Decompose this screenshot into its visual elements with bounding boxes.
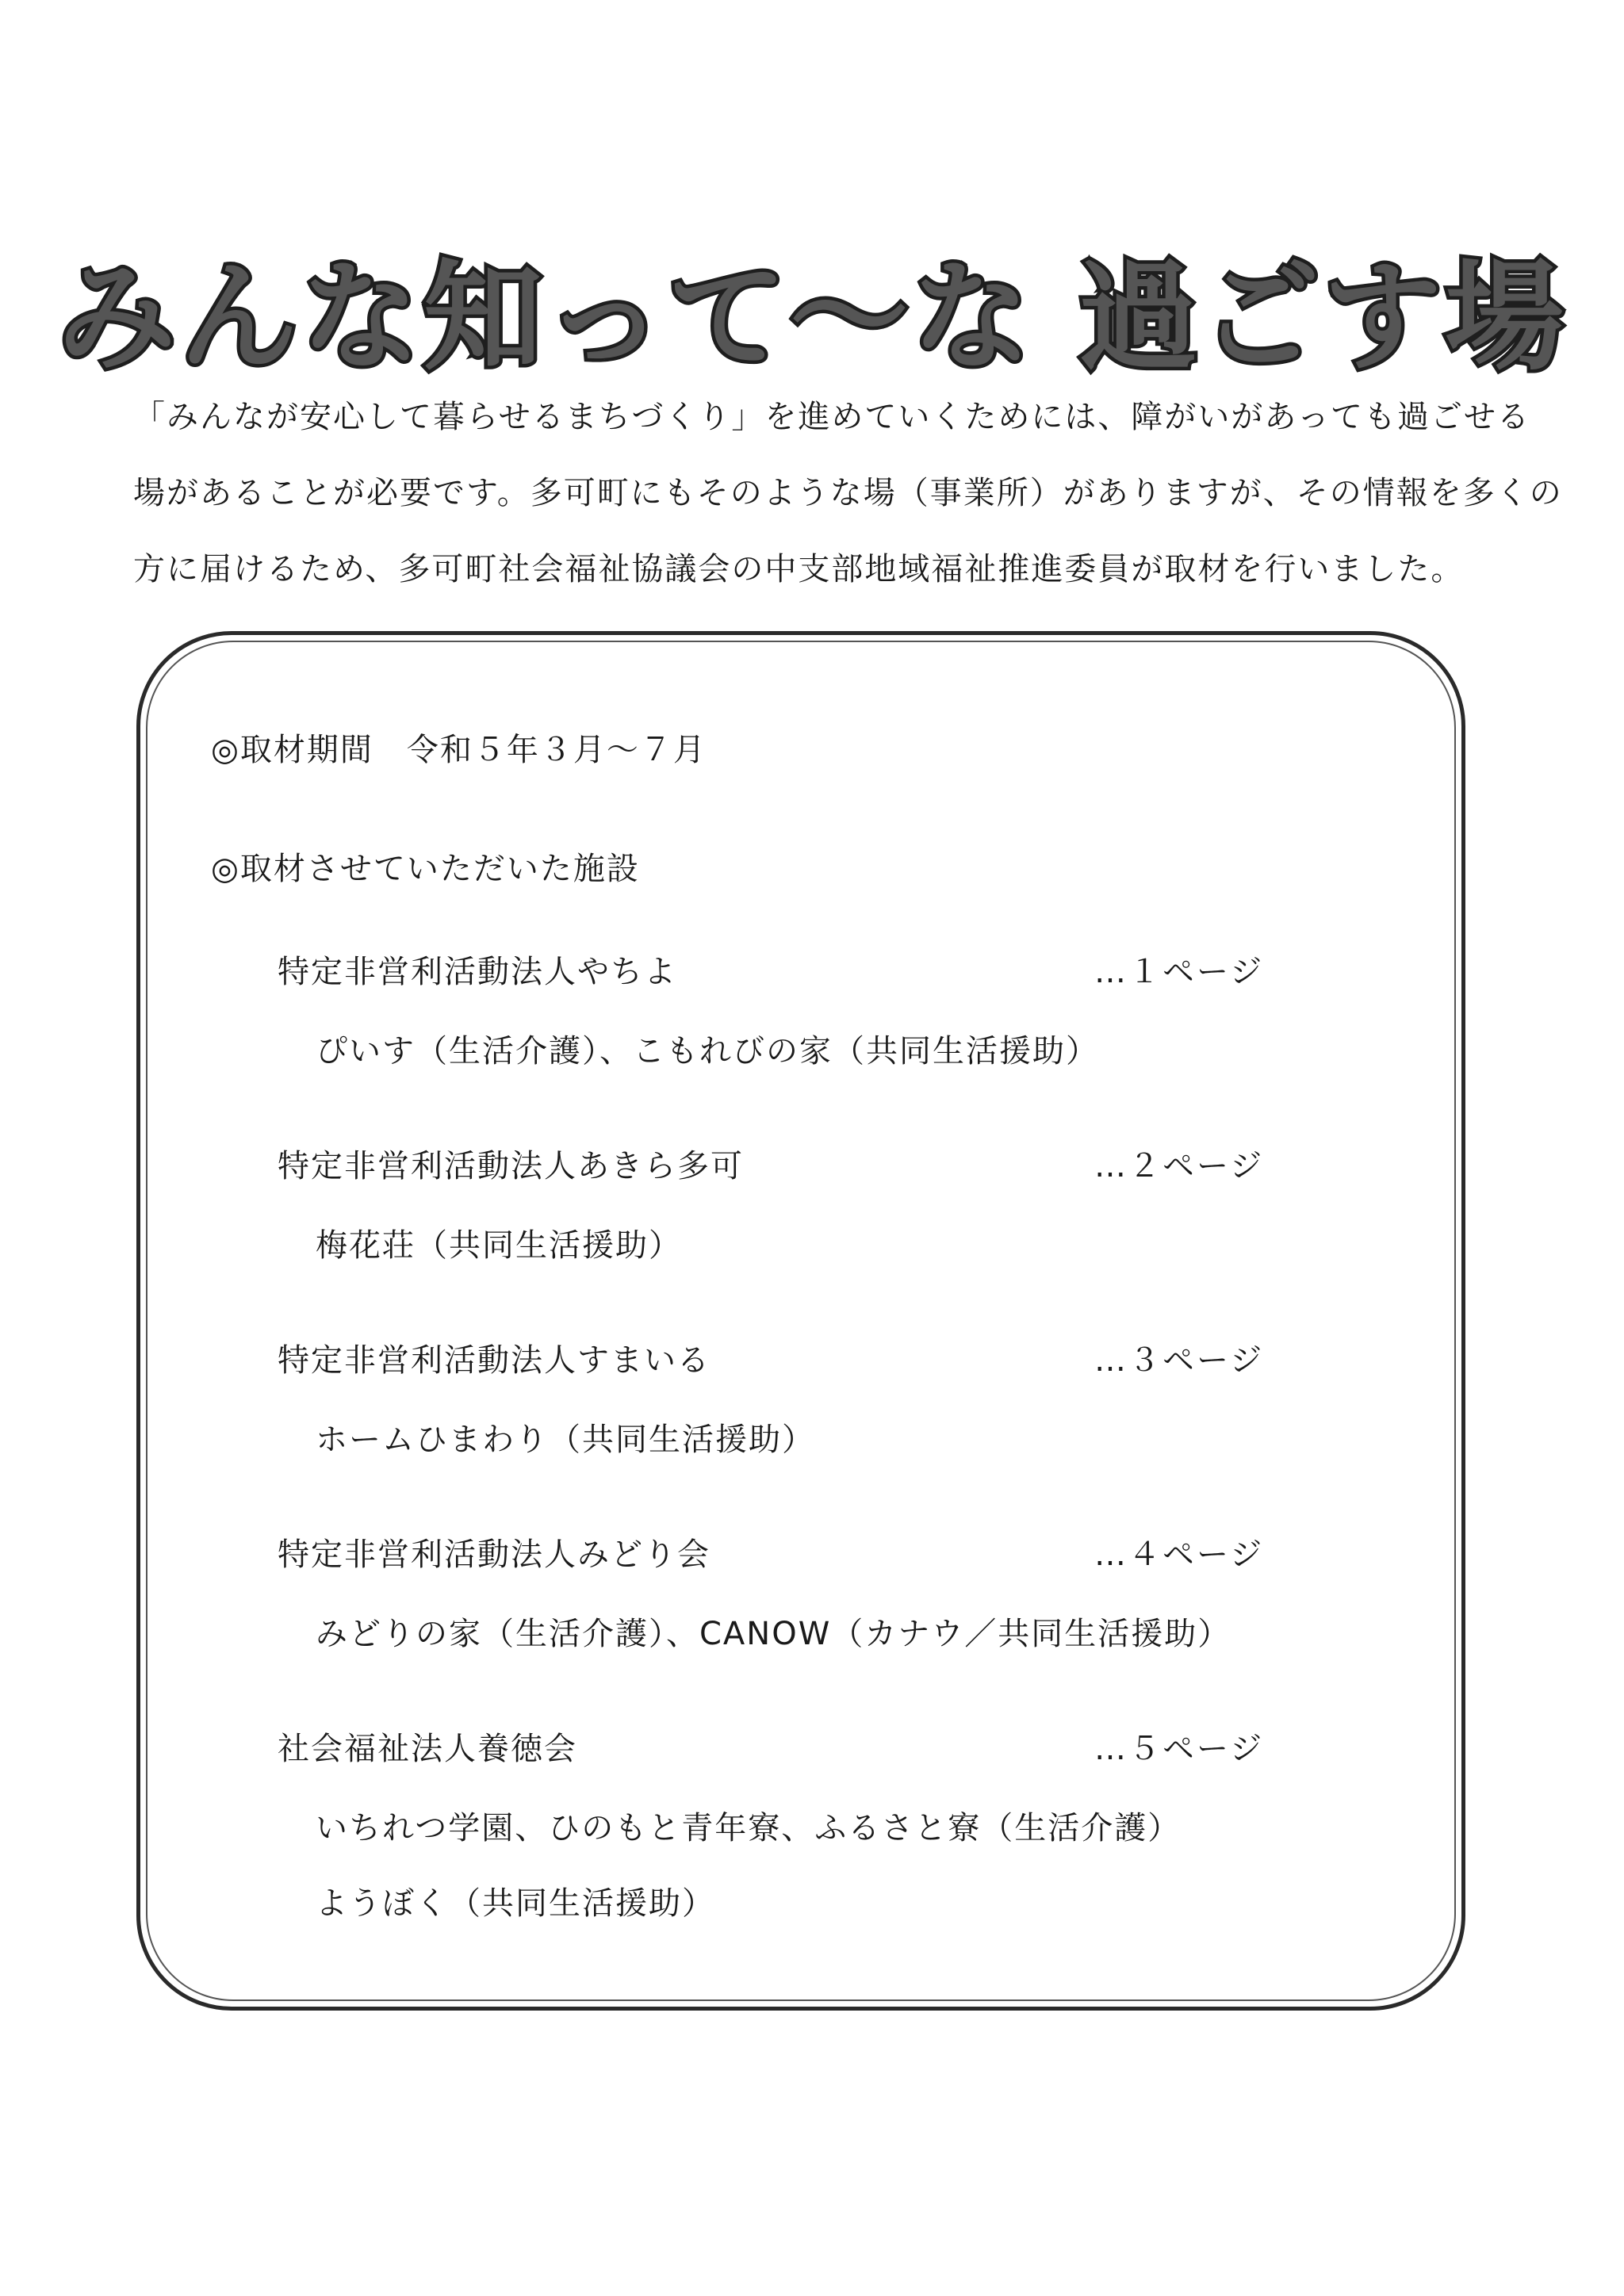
org-name-smile: 特定非営利活動法人すまいる xyxy=(278,1342,710,1379)
org-name-akira-taka: 特定非営利活動法人あきら多可 xyxy=(278,1148,744,1184)
page-ref-1: …１ページ xyxy=(1094,954,1265,990)
page-ref-3: …３ページ xyxy=(1094,1342,1265,1379)
intro-line: 方に届けるため、多可町社会福祉協議会の中支部地域福祉推進委員が取材を行いました。 xyxy=(133,551,1465,587)
intro-line: 場があることが必要です。多可町にもそのような場（事業所）がありますが、その情報を多くの xyxy=(133,475,1563,511)
org-name-yachiyo: 特定非営利活動法人やちよ xyxy=(278,954,677,990)
facility-list-yotokukai: いちれつ学園、ひのもと青年寮、ふるさと寮（生活介護） xyxy=(316,1810,1182,1846)
org-name-midorikai: 特定非営利活動法人みどり会 xyxy=(278,1536,710,1573)
page-title: みんな知って～な 過ごす場 xyxy=(56,248,1568,387)
intro-line: 「みんなが安心して暮らせるまちづくり」を進めていくためには、障がいがあっても過ごせる xyxy=(133,399,1530,435)
info-box-frame-inner xyxy=(146,641,1456,2001)
facilities-heading: ◎取材させていただいた施設 xyxy=(211,851,640,887)
page-ref-4: …４ページ xyxy=(1094,1536,1265,1573)
facility-list-akira-taka: 梅花荘（共同生活援助） xyxy=(316,1227,682,1264)
org-name-yotokukai: 社会福祉法人養徳会 xyxy=(278,1731,577,1767)
facility-list-smile: ホームひまわり（共同生活援助） xyxy=(316,1422,815,1458)
intro-paragraph xyxy=(133,379,1563,607)
facility-list-yotokukai: ようぼく（共同生活援助） xyxy=(316,1885,715,1922)
page-ref-5: …５ページ xyxy=(1094,1731,1265,1767)
facility-list-midorikai: みどりの家（生活介護）、CANOW（カナウ／共同生活援助） xyxy=(316,1616,1231,1652)
page-ref-2: …２ページ xyxy=(1094,1148,1265,1184)
facility-list-yachiyo: ぴいす（生活介護）、こもれびの家（共同生活援助） xyxy=(316,1033,1099,1070)
interview-period: ◎取材期間 令和５年３月～７月 xyxy=(211,732,707,768)
